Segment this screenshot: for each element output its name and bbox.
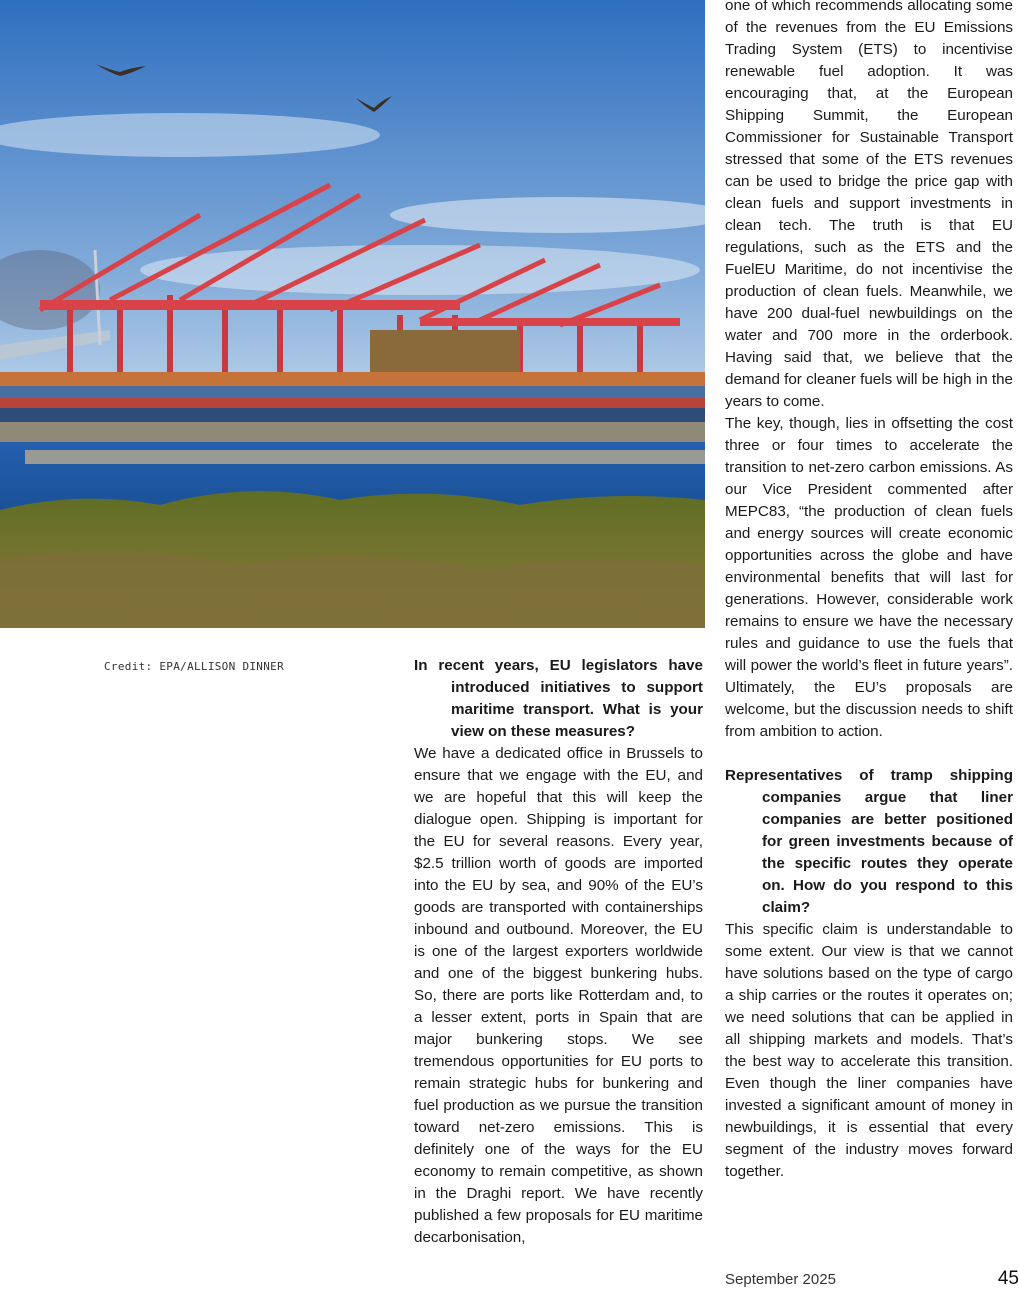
answer-paragraph-2: The key, though, lies in offsetting the cost three or four times to accelerate the transition to net-zero carbon emissions. As our Vice President commented after MEPC83, “the production of clean fuels and energy sources will create economic opportunities across the globe and have environmental benefits that will last for generations. However, considerable work remains to ensure we have the necessary rules and guidance to use the fuels that will power the world’s fleet in future years”. Ultimately, the EU’s proposals are welcome, but the discussion needs to shift from ambition to action. — [725, 415, 1013, 740]
page-number: 45 — [997, 1268, 1019, 1289]
photo-credit: Credit: EPA/ALLISON DINNER — [104, 660, 284, 673]
answer-continuation-paragraph: one of which recommends allocating some of the revenues from the EU Emissions Trading System (ETS) to incentivise renewable fuel adoption. It was encouraging that, at the European Shipping Summit, the European Commissioner for Sustainable Transport stressed that some of the ETS revenues can be used to bridge the price gap with clean fuels and support investments in clean tech. The truth is that EU regulations, such as the ETS and the FuelEU Maritime, do not incentivise the production of clean fuels. Meanwhile, we have 200 dual-fuel newbuildings on the water and 700 more in the orderbook. Having said that, we believe that the demand for cleaner fuels will be high in the years to come. — [725, 0, 1013, 410]
interview-answer-1: We have a dedicated office in Brussels to ensure that we engage with the EU, and we are hopeful that this will keep the dialogue open. Shipping is important for the EU for several reasons. Every year, $2.5 trillion worth of goods are imported into the EU by sea, and 90% of the EU’s goods are transported with containerships inbound and outbound. Moreover, the EU is one of the largest exporters worldwide and one of the biggest bunkering hubs. So, there are ports like Rotterdam and, to a lesser extent, ports in Spain that are major bunkering stops. We see tremendous opportunities for EU ports to remain strategic hubs for bunkering and fuel production as we pursue the transition toward net-zero emissions. This is definitely one of the ways for the EU economy to remain competitive, as shown in the Draghi report. We have recently published a few proposals for EU maritime decarbonisation, — [414, 745, 703, 1246]
middle-column — [414, 655, 703, 1249]
port-cranes-photo — [0, 0, 705, 628]
paragraph-gap — [725, 743, 1013, 765]
interview-question-1: In recent years, EU legislators have introduced initiatives to support maritime transport. What is your view on these measures? — [414, 657, 703, 740]
right-column — [725, 0, 1013, 1183]
interview-question-2: Representatives of tramp shipping companies argue that liner companies are better positioned for green investments because of the specific routes they operate on. How do you respond to this claim? — [725, 767, 1013, 916]
issue-date: September 2025 — [725, 1271, 836, 1288]
interview-answer-2: This specific claim is understandable to some extent. Our view is that we cannot have solutions based on the type of cargo a ship carries or the routes it operates on; we need solutions that can be applied in all shipping markets and models. That’s the best way to accelerate this transition. Even though the liner companies have invested a significant amount of money in newbuildings, it is essential that every segment of the industry moves forward together. — [725, 921, 1013, 1180]
